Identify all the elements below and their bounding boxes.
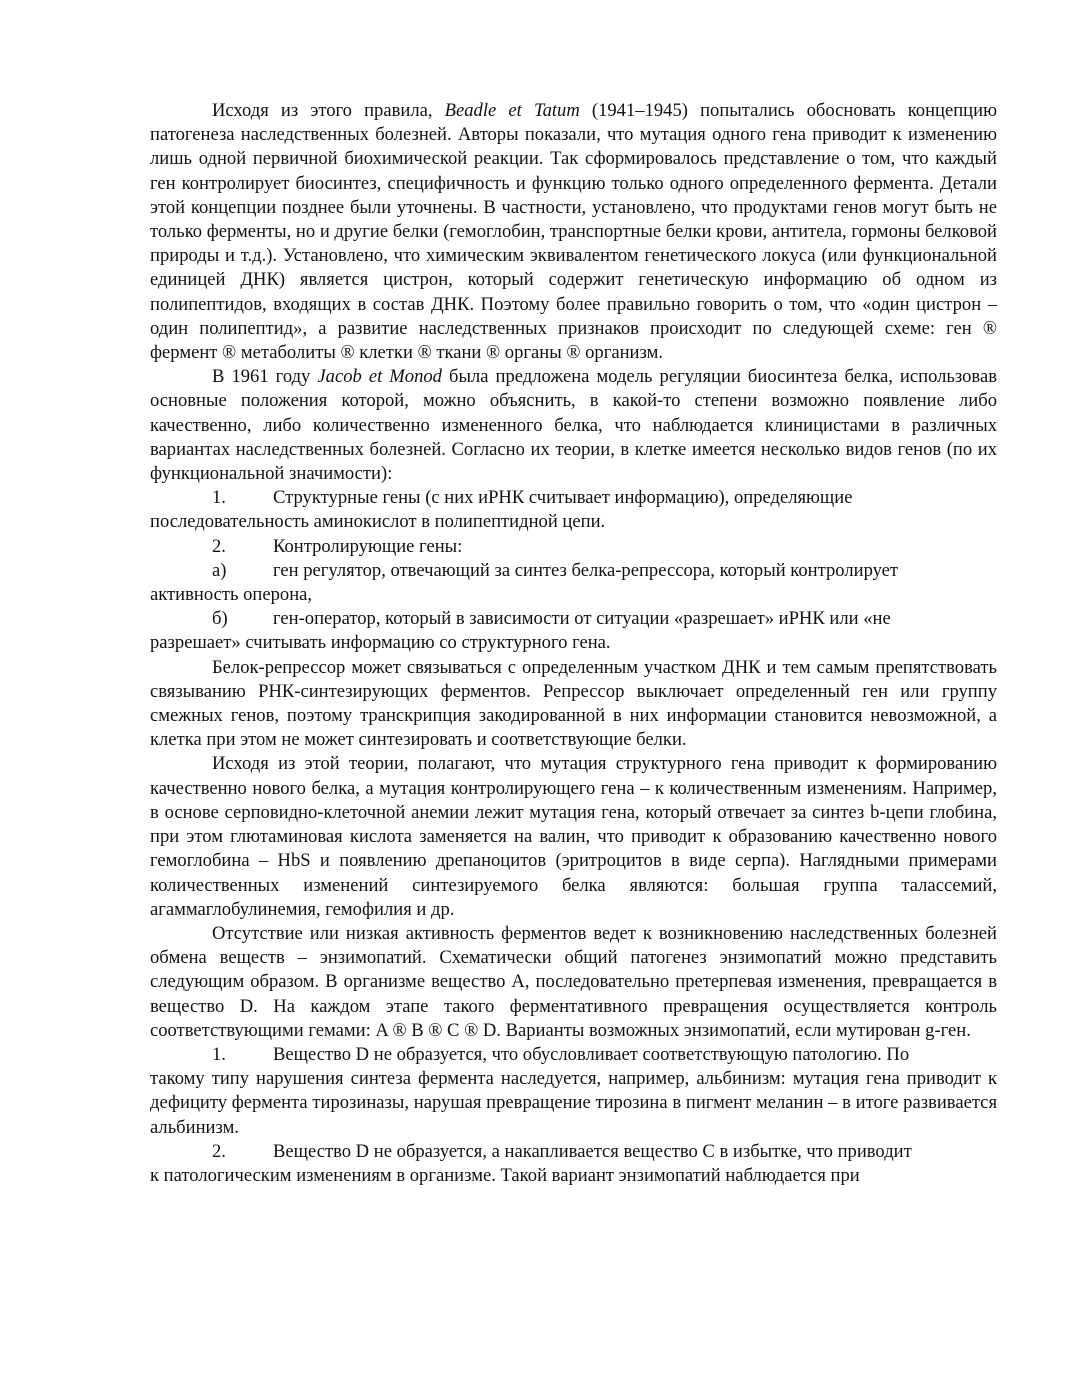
list-item-structural-genes — [150, 486, 997, 510]
list-number: 1. — [212, 487, 226, 509]
list-item-text: Вещество D не образуется, а накапливается вещество С в избытке, что приводит — [273, 1140, 912, 1162]
paragraph-repressor: Белок-репрессор может связываться с определенным участком ДНК и тем самым препятствовать связыванию РНК-синтезирующих ферментов. Репрессор выключает определенный ген или группу смежных генов, поэтому транскрипция закодированной в них информации становится невозможной, а клетка при этом не может синтезировать и соответствующие белки. — [150, 656, 997, 751]
list-item-text: ген регулятор, отвечающий за синтез белка-репрессора, который контролирует — [273, 559, 899, 581]
list-item-continuation: последовательность аминокислот в полипептидной цепи. — [150, 511, 606, 533]
list-number: 1. — [212, 1043, 226, 1065]
list-item-continuation: разрешает» считывать информацию со структурного гена. — [150, 632, 611, 654]
paragraph-text: была предложена модель регуляции биосинтеза белка, использовав основные положения которой, можно объяснить, в какой-то степени возможно появление либо качественно, либо количественно измененного белка, что наблюдается клиницистами в различных вариантах наследственных болезней. Согласно их теории, в клетке имеется несколько видов генов (по их функциональной значимости): — [150, 366, 997, 485]
paragraph-enzymopathies: Отсутствие или низкая активность ферментов ведет к возникновению наследственных болезней обмена веществ – энзимопатий. Схематически общий патогенез энзимопатий можно представить следующим образом. В организме вещество А, последовательно претерпевая изменения, превращается в вещество D. На каждом этапе такого ферментативного превращения осуществляется контроль соответствующими гемами: A ® B ® C ® D. Варианты возможных энзимопатий, если мутирован g-ген. — [150, 922, 997, 1041]
list-number: 2. — [212, 535, 226, 557]
list-item-continuation: такому типу нарушения синтеза фермента наследуется, например, альбинизм: мутация гена приводит к дефициту фермента тирозиназы, нарушая превращение тирозина в пигмент меланин – в итоге развивается альбинизм. — [150, 1068, 997, 1138]
list-item-operator-gene — [150, 607, 997, 631]
paragraph-jacob-monod — [150, 365, 997, 486]
paragraph-text: В 1961 году — [212, 366, 318, 388]
list-item-text: Контролирующие гены: — [273, 535, 463, 557]
list-item-continuation: активность оперона, — [150, 584, 313, 606]
list-letter: б) — [212, 608, 228, 630]
document-body — [150, 99, 997, 1188]
list-item-control-genes — [150, 535, 997, 559]
paragraph-beadle-tatum — [150, 99, 997, 365]
paragraph-text: (1941–1945) попытались обосновать концепцию патогенеза наследственных болезней. Авторы показали, что мутация одного гена приводит к изменению лишь одной первичной биохимической реакции. Так сформировалось представление о том, что каждый ген контролирует биосинтез, специфичность и функцию только одного определенного фермента. Детали этой концепции позднее были уточнены. В частности, установлено, что продуктами генов могут быть не только ферменты, но и другие белки (гемоглобин, транспортные белки крови, антитела, гормоны белковой природы и т.д.). Установлено, что химическим эквивалентом генетического локуса (или функциональной единицей ДНК) является цистрон, который содержит генетическую информацию об одном из полипептидов, входящих в состав ДНК. Поэтому более правильно говорить о том, что «один цистрон – один полипептид», а развитие наследственных признаков происходит по следующей схеме: ген ® фермент ® метаболиты ® клетки ® ткани ® органы ® организм. — [150, 100, 997, 364]
list-item-text: ген-оператор, который в зависимости от ситуации «разрешает» иРНК или «не — [273, 608, 891, 630]
list-item-text: Вещество D не образуется, что обусловливает соответствующую патологию. По — [273, 1043, 910, 1065]
paragraph-text: Исходя из этого правила, — [212, 100, 445, 121]
list-letter: а) — [212, 559, 227, 581]
paragraph-mutation-theory: Исходя из этой теории, полагают, что мутация структурного гена приводит к формированию качественно нового белка, а мутация контролирующего гена – к количественным изменениям. Например, в основе серповидно-клеточной анемии лежит мутация гена, который отвечает за синтез b-цепи глобина, при этом глютаминовая кислота заменяется на валин, что приводит к образованию качественно нового гемоглобина – HbS и появлению дрепаноцитов (эритроцитов в виде серпа). Наглядными примерами количественных изменений синтезируемого белка являются: большая группа талассемий, агаммаглобулинемия, гемофилия и др. — [150, 753, 998, 920]
list-item-substance-c-excess — [150, 1140, 997, 1164]
list-number: 2. — [212, 1140, 226, 1162]
author-names: Jacob et Monod — [317, 366, 442, 388]
list-item-substance-d-absent — [150, 1043, 997, 1067]
list-item-text: Структурные гены (с них иРНК считывает информацию), определяющие — [273, 487, 853, 509]
list-item-continuation: к патологическим изменениям в организме. Такой вариант энзимопатий наблюдается при — [150, 1164, 860, 1186]
author-names: Beadle et Tatum — [444, 100, 580, 121]
list-item-regulator-gene — [150, 559, 997, 583]
